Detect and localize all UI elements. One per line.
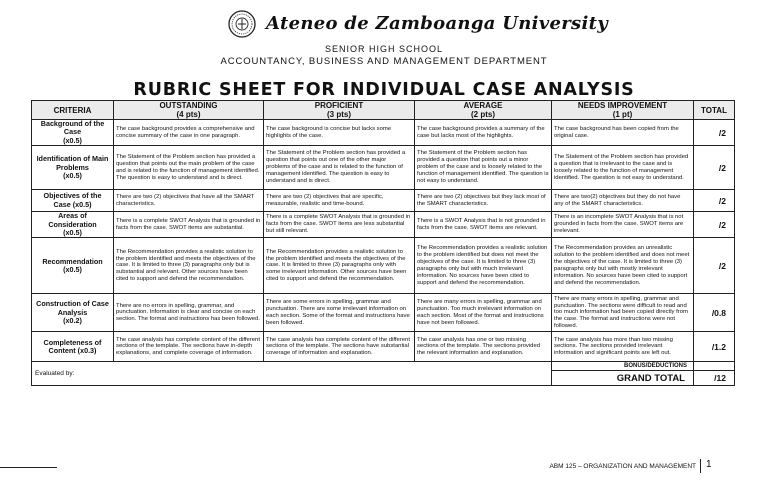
table-row — [32, 120, 735, 146]
proficient-cell: The case background is concise but lacks some highlights of the case. — [264, 120, 415, 146]
criteria-cell: Identification of Main Problems (x0.5) — [32, 146, 114, 190]
average-cell: There are many errors in spelling, grammar and punctuation. Too much irrelevant information on each section. Most of the format and instructions have not been followed. — [415, 294, 552, 332]
school-subtitle: SENIOR HIGH SCHOOL — [324, 44, 443, 54]
total-cell: /2 — [694, 120, 735, 146]
outstanding-cell: There are two (2) objectives that have all the SMART characteristics. — [114, 190, 264, 212]
proficient-cell: The case analysis has complete content of the different sections of the template. The sections have substantial coverage of information and explanation. — [264, 332, 415, 362]
average-cell: The case background provides a summary of the case but lacks most of the highlights. — [415, 120, 552, 146]
outstanding-cell: The Statement of the Problem section has provided a question that points out the main problem of the case and is related to the function of management identified. The question is easy to understand and is direct. — [114, 146, 264, 190]
average-cell: There are two (2) objectives but they lack most of the SMART characteristics. — [415, 190, 552, 212]
criteria-cell: Background of the Case (x0.5) — [32, 120, 114, 146]
needs-improvement-cell: There is an incomplete SWOT Analysis that is not grounded in facts from the case. SWOT items are irrelevant. — [552, 212, 694, 238]
page-title: RUBRIC SHEET FOR INDIVIDUAL CASE ANALYSIS — [133, 80, 635, 100]
needs-improvement-cell: There are two(2) objectives but they do not have any of the SMART characteristics. — [552, 190, 694, 212]
proficient-cell: There is a complete SWOT Analysis that is grounded in facts from the case. SWOT items are less substantial but still relevant. — [264, 212, 415, 238]
average-cell: The Recommendation provides a realistic solution to the problem identified but does not meet the objectives of the case. It is limited to three (3) paragraphs only but with much irrelevant information. No sources have been cited to support and defend the recommendation. — [415, 238, 552, 294]
university-seal-icon — [228, 10, 256, 38]
document-header — [0, 0, 768, 70]
criteria-cell: Construction of Case Analysis (x0.2) — [32, 294, 114, 332]
needs-improvement-cell: The case background has been copied from the original case. — [552, 120, 694, 146]
total-cell: /2 — [694, 146, 735, 190]
total-cell: /2 — [694, 212, 735, 238]
grand-total-value: /12 — [694, 371, 735, 386]
table-row — [32, 332, 735, 362]
outstanding-cell: The Recommendation provides a realistic solution to the problem identified and meets the objectives of the case. It is limited to three (3) paragraphs only but is substantial and relevant. Other sources have been cited to support and defend the recommendation. — [114, 238, 264, 294]
criteria-cell: Recommendation (x0.5) — [32, 238, 114, 294]
header-average: AVERAGE (2 pts) — [415, 101, 552, 120]
grand-total-label: GRAND TOTAL — [552, 371, 694, 386]
table-row — [32, 190, 735, 212]
header-proficient: PROFICIENT (3 pts) — [264, 101, 415, 120]
needs-improvement-cell: The Recommendation provides an unrealistic solution to the problem identified and does not meet the objectives of the case. It is limited to three (3) paragraphs only but with mostly irrelevant information. No sources have been cited to support and defend the recommendation. — [552, 238, 694, 294]
table-row — [32, 212, 735, 238]
footer-divider — [0, 467, 57, 468]
criteria-cell: Objectives of the Case (x0.5) — [32, 190, 114, 212]
table-row — [32, 294, 735, 332]
bonus-row — [32, 362, 735, 371]
average-cell: The case analysis has one or two missing sections of the template. The sections provided the relevant information and explanation. — [415, 332, 552, 362]
header-criteria: CRITERIA — [32, 101, 114, 120]
footer-separator — [700, 459, 701, 473]
total-cell: /1.2 — [694, 332, 735, 362]
evaluated-by-field[interactable]: Evaluated by: — [32, 362, 552, 386]
outstanding-cell: The case background provides a comprehensive and concise summary of the case in one paragraph. — [114, 120, 264, 146]
total-cell: /0.8 — [694, 294, 735, 332]
total-cell: /2 — [694, 238, 735, 294]
school-name: Ateneo de Zamboanga University — [266, 13, 608, 34]
table-row — [32, 238, 735, 294]
footer-course: ABM 125 – ORGANIZATION AND MANAGEMENT — [549, 463, 696, 470]
page-number: 1 — [706, 459, 712, 470]
header-outstanding: OUTSTANDING (4 pts) — [114, 101, 264, 120]
needs-improvement-cell: The Statement of the Problem section has provided a question that is irrelevant to the case and is loosely related to the function of management identified. The question is not easy to understand. — [552, 146, 694, 190]
bonus-deductions-value[interactable] — [694, 362, 735, 371]
outstanding-cell: There is a complete SWOT Analysis that is grounded in facts from the case. SWOT items are substantial. — [114, 212, 264, 238]
proficient-cell: There are some errors in spelling, grammar and punctuation. There are some irrelevant information on each section. Some of the format and instructions have been followed. — [264, 294, 415, 332]
criteria-cell: Areas of Consideration (x0.5) — [32, 212, 114, 238]
outstanding-cell: The case analysis has complete content of the different sections of the template. The sections have in-depth explanations, and complete coverage of information. — [114, 332, 264, 362]
proficient-cell: The Statement of the Problem section has provided a question that points out one of the other major problems of the case and is related to the function of management identified. The question is easy to understand and is direct. — [264, 146, 415, 190]
total-cell: /2 — [694, 190, 735, 212]
bonus-deductions-label: BONUS/DEDUCTIONS — [552, 362, 694, 371]
table-row — [32, 146, 735, 190]
needs-improvement-cell: The case analysis has more than two missing sections. The sections provided irrelevant information and significant points are left out. — [552, 332, 694, 362]
outstanding-cell: There are no errors in spelling, grammar, and punctuation. Information is clear and concise on each section. The format and instructions has been followed. — [114, 294, 264, 332]
average-cell: There is a SWOT Analysis that is not grounded in facts from the case. SWOT items are relevant. — [415, 212, 552, 238]
header-row — [32, 101, 735, 120]
department-name: ACCOUNTANCY, BUSINESS AND MANAGEMENT DEPARTMENT — [220, 56, 548, 67]
proficient-cell: The Recommendation provides a realistic solution to the problem identified and meets the objectives of the case. It is limited to three (3) paragraphs only with some irrelevant information. Other sources have been cited to support and defend the recommendation. — [264, 238, 415, 294]
average-cell: The Statement of the Problem section has provided a question that points out a minor problem of the case and is loosely related to the function of management identified. The question is not easy to understand. — [415, 146, 552, 190]
header-total: TOTAL — [694, 101, 735, 120]
header-needs-improvement: NEEDS IMPROVEMENT (1 pt) — [552, 101, 694, 120]
needs-improvement-cell: There are many errors in spelling, grammar and punctuation. The sections were difficult to read and too much information had been copied directly from the case. The format and instructions were not followed. — [552, 294, 694, 332]
proficient-cell: There are two (2) objectives that are specific, measurable, realistic and time-bound. — [264, 190, 415, 212]
criteria-cell: Completeness of Content (x0.3) — [32, 332, 114, 362]
rubric-table — [31, 100, 735, 386]
